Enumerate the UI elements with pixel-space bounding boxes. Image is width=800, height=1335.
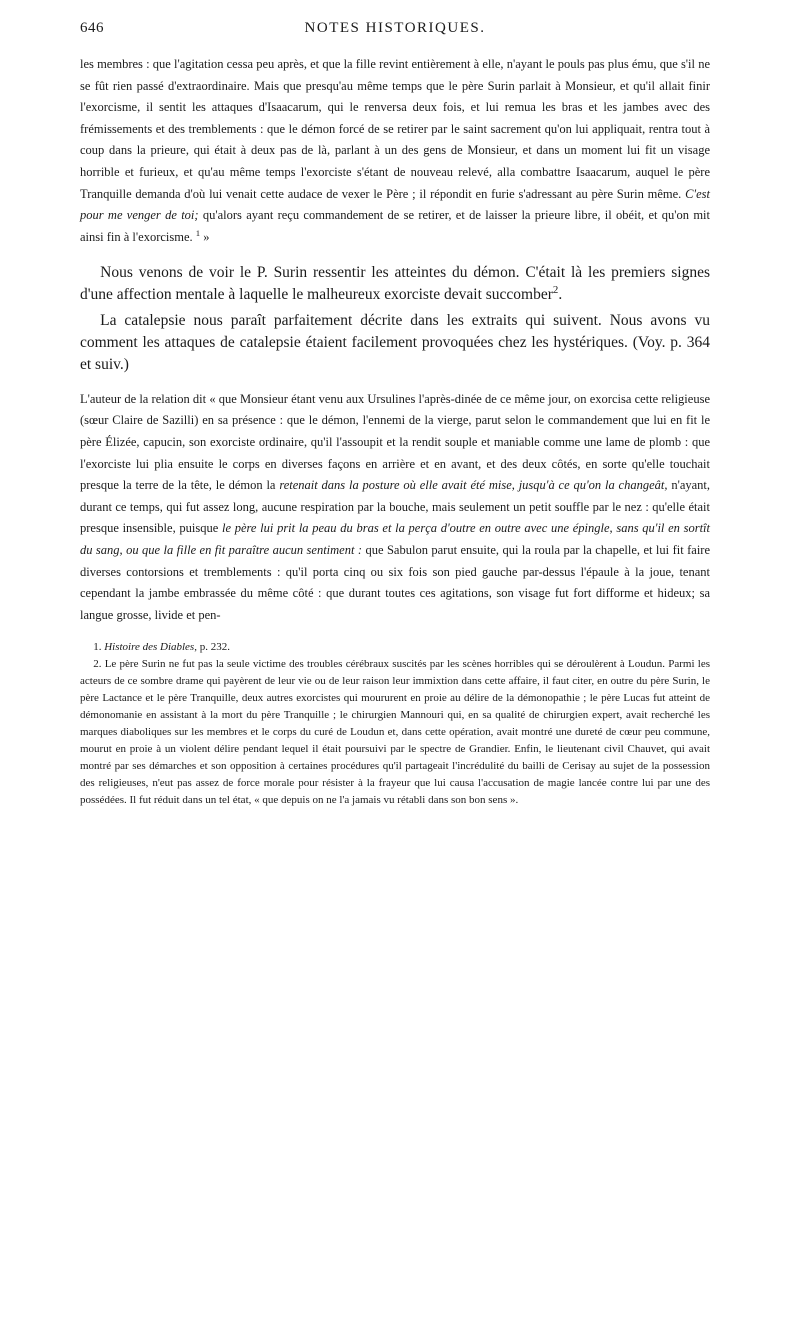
quote-bottom-part1: L'auteur de la relation dit « que Monsieur étant venu aux Ursulines l'après-dinée de ce même jour, on exorcisa cette religieuse (sœur Claire de Sazilli) en sa présence : que le démon, l'ennemi de la vierge, parut selon le commandement que lui en fit le père Élizée, capucin, son exorciste ordinaire, qu'il l'assoupit et la rendit souple et maniable comme une lame de plomb : que l'exorciste lui plia ensuite le corps en diverses façons en arrière et en avant, et des deux côtés, en sorte qu'elle touchait presque la terre de la tête, le démon la [80,391,710,493]
quote-block-bottom [80,389,710,627]
quote-top-text-after: qu'alors ayant reçu commandement de se retirer, et de laisser la prieure libre, il obéit, et qu'on mit ainsi fin à l'exorcisme. [80,208,711,244]
quote-bottom-paragraph [80,389,710,627]
quote-block-top [80,54,710,248]
footnote-2 [80,656,710,809]
footnote-1-label: 1. [93,640,102,653]
body-paragraph-2: La catalepsie nous paraît parfaitement décrite dans les extraits qui suivent. Nous avons vu comment les attaques de catalepsie étaient facilement provoquées chez les hystériques. (Voy. p. 364 et suiv.) [80,312,710,374]
footnote-1 [80,639,710,656]
quote-bottom-italic2: le père lui prit la peau du bras et la perça d'outre en outre avec une épingle, sans qu'il en sortît du sang, ou que la fille en fit paraître aucun sentiment : [80,521,710,557]
quote-top-paragraph [80,54,710,248]
footnote-2-label: 2. [93,657,102,670]
quote-top-closing: » [203,229,210,244]
body-paragraph-1-end: . [558,286,563,304]
quote-top-italic: C'est pour me venger de toi; [80,186,710,223]
quote-bottom-part2: n'ayant, durant ce temps, qui fut assez long, aucune respiration par la bouche, mais seulement un petit souffle par le nez : qu'elle était presque insensible, puisque [80,478,711,536]
running-head [80,20,710,46]
quote-bottom-italic1: retenait dans la posture où elle avait été mise, jusqu'à ce qu'on la changeât, [279,478,668,493]
footnotes [80,639,710,809]
page-number: 646 [80,20,104,36]
running-title: NOTES HISTORIQUES. [304,20,486,36]
quote-bottom-part3: que Sabulon parut ensuite, qui la roula par la chapelle, et lui fit faire diverses contorsions et tremblements : qu'il porta cinq ou six fois son pied gauche par-dessus l'épaule à la joue, tenant cependant la jambe embrassée du même côté : que durant toutes ces agitations, son visage fut fort difforme et hideux; sa langue grosse, livide et pen- [80,543,711,622]
quote-top-text: les membres : que l'agitation cessa peu après, et que la fille revint entièrement à elle, n'ayant le pouls pas plus ému, que s'il ne se fût rien passé d'extraordinaire. Mais que presqu'au même temps que le père Surin parlait à Monsieur, et qu'il allait finir l'exorcisme, il sentit les attaques d'Isaacarum, qui le renversa deux fois, et lui remua les bras et les jambes avec des frémissements et des tremblements : que le démon forcé de se retirer par le saint sacrement qu'on lui appliquait, rentra tout à coup dans la prieure, qui était à deux pas de là, parlant à un des gens de Monsieur, et dans un moment lui fit un visage horrible et furieux, et qu'au même temps l'exorciste s'étant de nouveau relevé, alla combattre Isaacarum, auquel le père Tranquille demanda d'où lui venait cette audace de vexer le Père ; il répondit en furie s'adressant au père Surin même. [80,57,710,201]
body-paragraph-1-text: Nous venons de voir le P. Surin ressentir les atteintes du démon. C'était là les premiers signes d'une affection mentale à laquelle le malheureux exorciste devait succomber [80,264,710,304]
body-text [80,262,710,376]
footnote-2-text: Le père Surin ne fut pas la seule victime des troubles cérébraux suscités par les scènes horribles qui se déroulèrent à Loudun. Parmi les acteurs de ce sombre drame qui payèrent de leur vie ou de leur raison leur immixtion dans cette affaire, il faut citer, en outre du père Surin, le père Lactance et le père Tranquille, deux autres exorcistes qui moururent en proie au délire de la démonopathie ; le père Lucas fut atteint de démonomanie en assistant à la mort du père Tranquille ; le chirurgien Mannouri qui, en sa qualité de chirurgien expert, avait recherché les marques diaboliques sur les membres et le corps du curé de Loudun et, dans cette opération, avait montré une dureté de cœur peu commune, mourut en proie à un violent délire pendant lequel il était poursuivi par le spectre de Grandier. Enfin, le lieutenant civil Chauvet, qui avait montré par ses démarches et son opposition à certaines procédures qu'il partageait l'incrédulité du bailli de Cerisay au sujet de la possession des religieuses, n'eut pas assez de force morale pour résister à la frayeur que lui causa l'accusation de magie lancée contre lui par une des possédées. Il fut réduit dans un tel état, « que depuis on ne l'a jamais vu rétabli dans son bon sens ». [80,657,710,806]
footnote-1-text: , p. 232. [194,640,230,653]
footnote-ref-2: 2 [552,284,559,297]
body-paragraph-1 [80,262,710,306]
footnote-ref-1: 1 [195,227,201,238]
footnote-1-title: Histoire des Diables [104,640,195,653]
